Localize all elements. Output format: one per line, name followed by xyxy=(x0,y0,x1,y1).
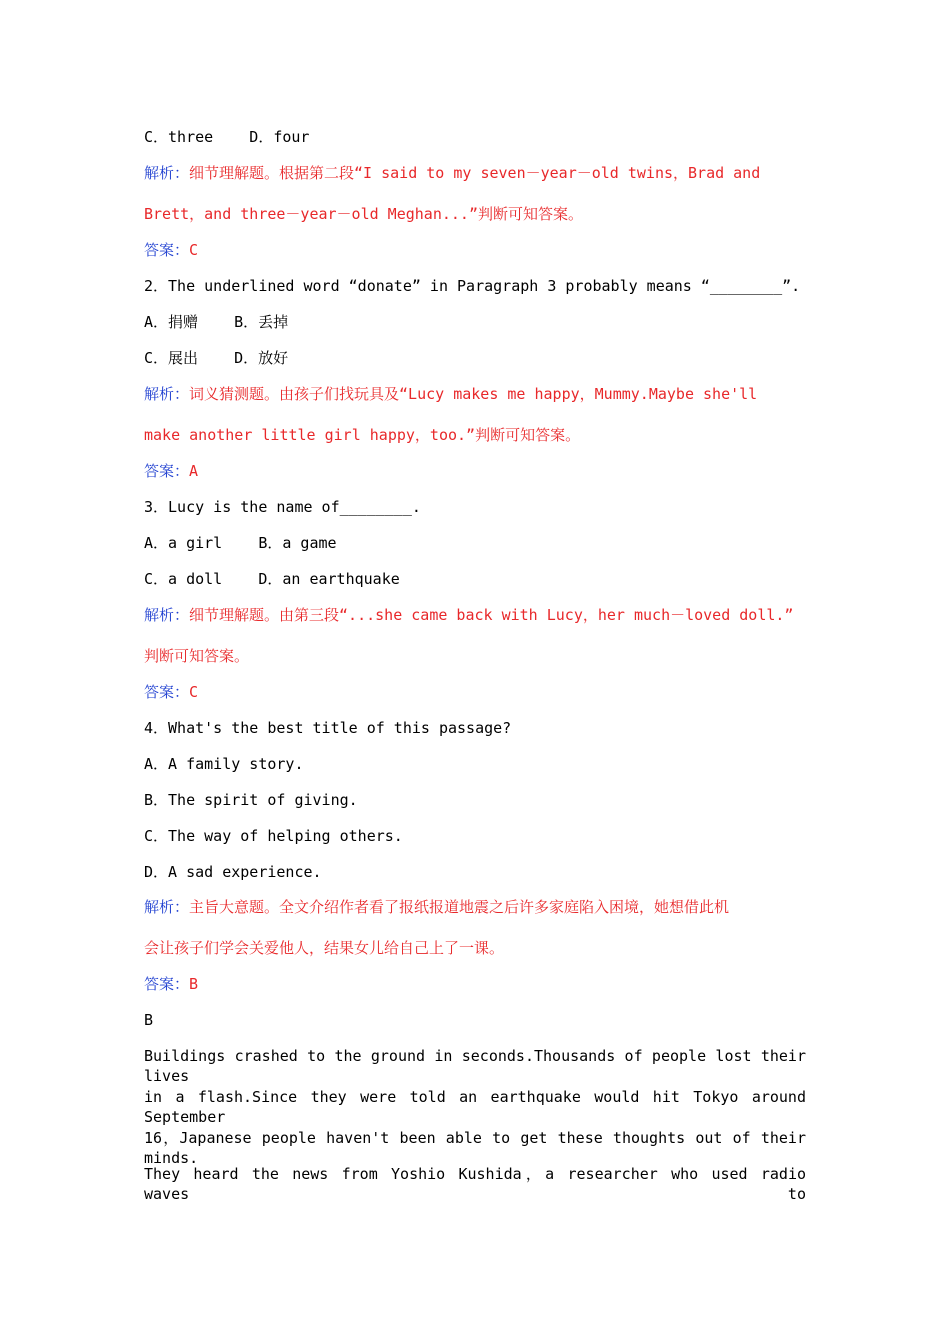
q1-analysis-line2: Brett，and three－year－old Meghan...”判断可知答案。 xyxy=(144,205,583,223)
q4-analysis-line1 xyxy=(144,897,729,917)
q4-option-d: D．A sad experience. xyxy=(144,863,322,881)
passage-line: in a flash.Since they were told an earthquake would hit Tokyo around September xyxy=(144,1088,806,1126)
analysis-label: 解析： xyxy=(144,164,190,182)
passage-line: They heard the news from Yoshio Kushida，a researcher who used radio waves to xyxy=(144,1165,806,1203)
q3-options-ab: A．a girl B．a game xyxy=(144,534,337,552)
q2-answer xyxy=(144,461,198,481)
q2-options-ab: A．捐赠 B．丢掉 xyxy=(144,313,289,331)
answer-value: C xyxy=(189,683,199,701)
q1-answer xyxy=(144,240,198,260)
q3-answer xyxy=(144,682,198,702)
analysis-text: 细节理解题。由第三段“...she came back with Lucy，her much－loved doll.” xyxy=(189,606,794,624)
answer-label: 答案： xyxy=(144,462,190,480)
q2-analysis-line2: make another little girl happy，too.”判断可知答案。 xyxy=(144,426,581,444)
analysis-text: 词义猜测题。由孩子们找玩具及“Lucy makes me happy，Mummy.Maybe she'll xyxy=(189,385,758,403)
q4-option-b: B．The spirit of giving. xyxy=(144,791,358,809)
q2-analysis-line1 xyxy=(144,384,757,404)
answer-value: C xyxy=(189,241,199,259)
q3-analysis-line2: 判断可知答案。 xyxy=(144,647,250,665)
section-b-heading: B xyxy=(144,1011,154,1029)
answer-value: B xyxy=(189,975,199,993)
q4-option-a: A．A family story. xyxy=(144,755,304,773)
q4-stem: 4．What's the best title of this passage? xyxy=(144,719,512,737)
q1-options-cd: C．three D．four xyxy=(144,128,310,146)
analysis-text: 主旨大意题。全文介绍作者看了报纸报道地震之后许多家庭陷入困境，她想借此机 xyxy=(189,898,730,916)
answer-label: 答案： xyxy=(144,975,190,993)
q4-analysis-line2: 会让孩子们学会关爱他人，结果女儿给自己上了一课。 xyxy=(144,939,505,957)
q1-analysis-line1 xyxy=(144,163,760,183)
analysis-text: 细节理解题。根据第二段“I said to my seven－year－old twins，Brad and xyxy=(189,164,761,182)
analysis-label: 解析： xyxy=(144,898,190,916)
q4-answer xyxy=(144,974,198,994)
answer-value: A xyxy=(189,462,199,480)
q4-option-c: C．The way of helping others. xyxy=(144,827,403,845)
q3-stem: 3．Lucy is the name of________. xyxy=(144,498,421,516)
q3-options-cd: C．a doll D．an earthquake xyxy=(144,570,400,588)
analysis-label: 解析： xyxy=(144,385,190,403)
q2-options-cd: C．展出 D．放好 xyxy=(144,349,289,367)
analysis-label: 解析： xyxy=(144,606,190,624)
passage-line: 16，Japanese people haven't been able to get these thoughts out of their minds. xyxy=(144,1129,806,1167)
q3-analysis-line1 xyxy=(144,605,793,625)
q2-stem: 2．The underlined word “donate” in Paragraph 3 probably means “________”. xyxy=(144,277,801,295)
passage-line: Buildings crashed to the ground in seconds.Thousands of people lost their lives xyxy=(144,1047,806,1085)
answer-label: 答案： xyxy=(144,683,190,701)
answer-label: 答案： xyxy=(144,241,190,259)
